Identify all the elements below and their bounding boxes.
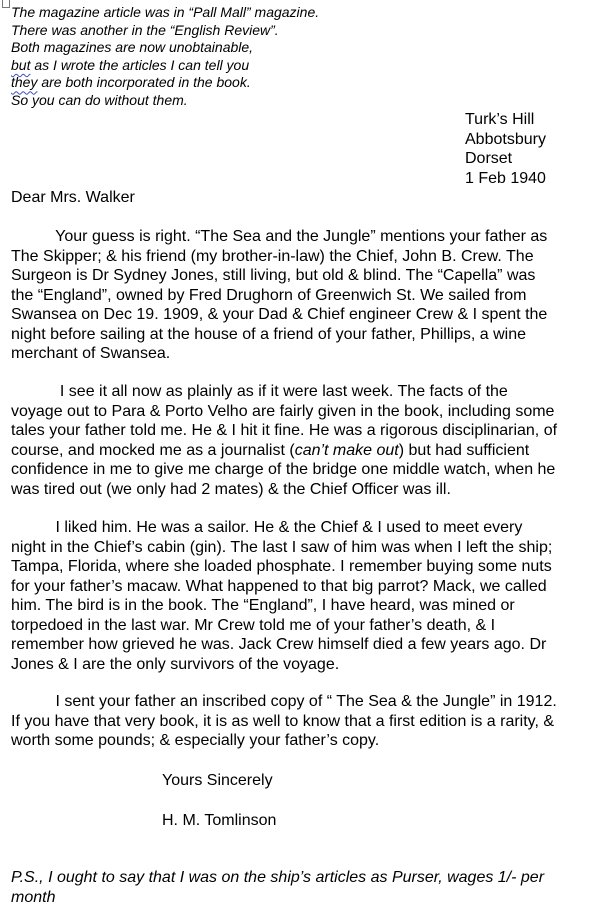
- letter-date: 1 Feb 1940: [465, 169, 546, 187]
- text-line: voyage out to Para & Porto Velho are fairly given in the book, including some: [11, 402, 555, 420]
- note-line: [11, 57, 319, 75]
- text-line: Surgeon is Dr Sydney Jones, still living, but old & blind. The “Capella” was: [11, 267, 536, 284]
- illegible-note: can’t make out: [294, 441, 399, 459]
- address-line: Dorset: [465, 150, 513, 167]
- text-line: tales your father told me. He & I hit it fine. He was a rigorous disciplinarian, of: [11, 422, 558, 439]
- text-line: Swansea on Dec 19. 1909, & your Dad & Chief engineer Crew & I spent the: [11, 306, 548, 323]
- text-line: I liked him. He was a sailor. He & the Chief & I used to meet every: [11, 519, 523, 536]
- complimentary-close: Yours Sincerely: [162, 772, 273, 789]
- paragraph-3: [11, 518, 611, 674]
- note-line: There was another in the “English Review”.: [11, 21, 279, 38]
- sender-address: [465, 110, 546, 188]
- signature: H. M. Tomlinson: [162, 812, 277, 829]
- note-line: Both magazines are now unobtainable,: [11, 39, 254, 56]
- text-line: The Skipper; & his friend (my brother-in-law) the Chief, John B. Crew. The: [11, 247, 534, 265]
- text-line: remember how grieved he was. Jack Crew himself died a few years ago. Dr: [11, 636, 547, 653]
- text-line: worth some pounds; & especially your father’s copy.: [11, 732, 380, 749]
- text-line: Your guess is right. “The Sea and the Jungle” mentions your father as: [11, 228, 548, 245]
- address-line: Turk’s Hill: [465, 111, 535, 128]
- text-line: for your father’s macaw. What happened to that big parrot? Mack, we called: [11, 577, 547, 595]
- text-line: him. The bird is in the book. The “England”, I have heard, was mined or: [11, 597, 515, 614]
- handwritten-note: [11, 4, 319, 110]
- text-line: the “England”, owned by Fred Drughorn of Greenwich St. We sailed from: [11, 286, 527, 304]
- text-line: I see it all now as plainly as if it were last week. The facts of the: [11, 383, 508, 400]
- note-line: The magazine article was in “Pall Mall” magazine.: [11, 4, 320, 20]
- text-line: If you have that very book, it is as well to know that a first edition is a rarity, &: [11, 712, 555, 730]
- margin-box: [2, 0, 10, 8]
- salutation: Dear Mrs. Walker: [11, 189, 135, 206]
- note-line-text: are both incorporated in the book.: [41, 74, 251, 91]
- spelling-flag: they: [11, 74, 38, 91]
- ps-line: month: [11, 888, 56, 906]
- spelling-flag: but: [11, 56, 31, 73]
- text-line: I sent your father an inscribed copy of “ The Sea & the Jungle” in 1912.: [11, 693, 557, 710]
- text-fragment: ) but had sufficient: [398, 441, 530, 459]
- paragraph-4: [11, 692, 611, 751]
- text-line: torpedoed in the last war. Mr Crew told me of your father’s death, & I: [11, 616, 496, 634]
- text-line: Tampa, Florida, where she loaded phosphate. I remember buying some nuts: [11, 558, 552, 575]
- text-line: confidence in me to give me charge of the bridge one middle watch, when he: [11, 461, 556, 478]
- address-line: Abbotsbury: [465, 130, 546, 148]
- paragraph-1: [11, 227, 611, 364]
- ps-line: P.S., I ought to say that I was on the ship’s articles as Purser, wages 1/- per: [11, 869, 545, 886]
- note-line: So you can do without them.: [11, 91, 188, 108]
- text-line: night in the Chief’s cabin (gin). The last I saw of him was when I left the ship;: [11, 538, 553, 556]
- note-line: [11, 74, 319, 92]
- text-line: Jones & I are the only survivors of the voyage.: [11, 655, 340, 673]
- paragraph-2: [11, 382, 611, 499]
- text-line: [11, 441, 611, 461]
- note-line-text: as I wrote the articles I can tell you: [34, 56, 250, 73]
- text-line: merchant of Swansea.: [11, 345, 171, 362]
- text-line: was tired out (we only had 2 mates) & the Chief Officer was ill.: [11, 480, 451, 498]
- text-fragment: course, and mocked me as a journalist (: [11, 441, 295, 459]
- postscript: [11, 868, 544, 907]
- text-line: night before sailing at the house of a friend of your father, Phillips, a wine: [11, 325, 526, 343]
